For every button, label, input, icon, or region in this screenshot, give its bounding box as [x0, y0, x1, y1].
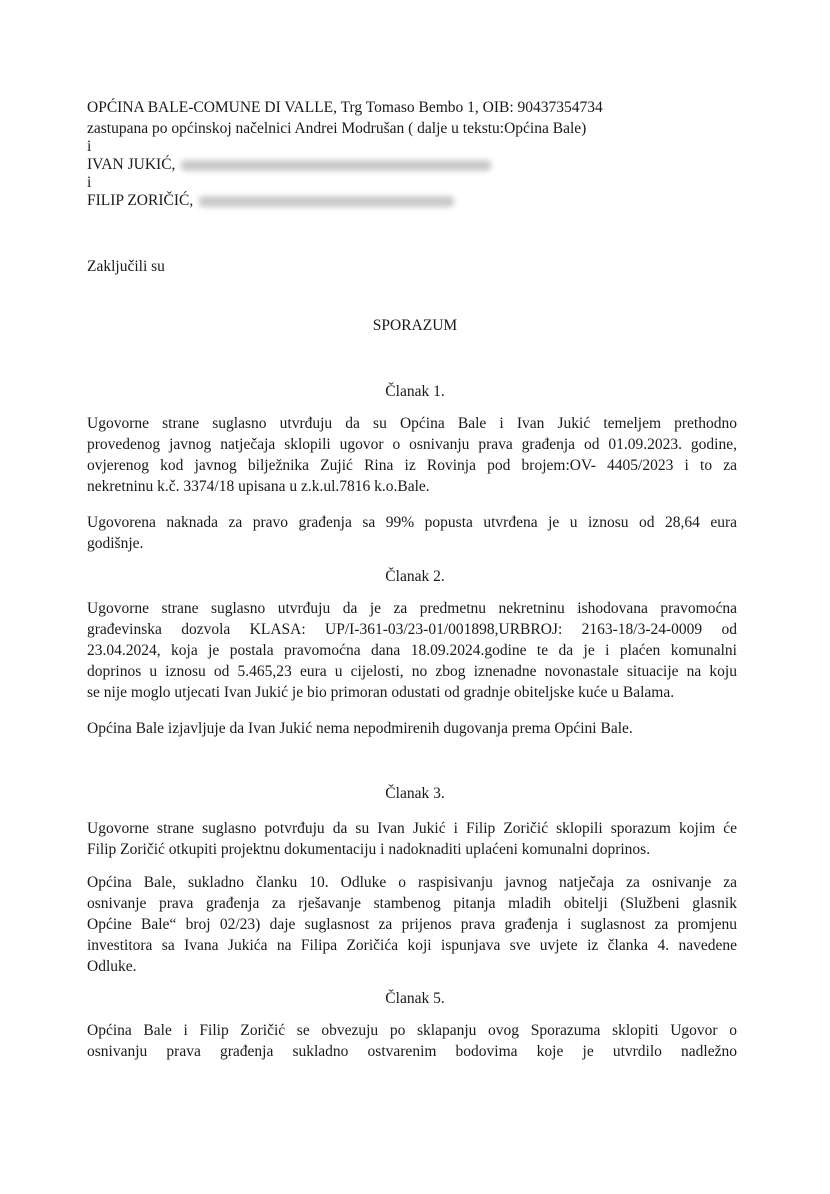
text-line: Općina Bale i Filip Zoričić se obvezuju po sklapanju ovog Sporazuma sklopiti Ugovor o	[87, 1022, 737, 1039]
article-paragraph	[87, 598, 737, 703]
article-paragraph	[87, 1020, 737, 1062]
parties-block	[87, 97, 737, 211]
party-filip-name: FILIP ZORIČIĆ,	[87, 192, 194, 209]
concluded-line: Zaključili su	[87, 258, 165, 275]
article-paragraph	[87, 818, 737, 860]
text-line: Ugovorne strane suglasno utvrđuju da su Općina Bale i Ivan Jukić temeljem prethodno	[87, 415, 737, 432]
text-line: 23.04.2024, koja je postala pravomoćna dana 18.09.2024.godine te da je i plaćen komunalni	[87, 642, 737, 659]
article-heading: Članak 3.	[385, 785, 445, 802]
document-title: SPORAZUM	[372, 317, 458, 334]
article-paragraph	[87, 512, 737, 554]
text-line: Općine Bale“ broj 02/23) daje suglasnost za prijenos prava građenja i suglasnost za promjenu	[87, 916, 737, 933]
text-line: Odluke.	[87, 958, 137, 975]
text-line: Općina Bale, sukladno članku 10. Odluke o raspisivanju javnog natječaja za osnivanje za	[87, 874, 737, 891]
text-line: godišnje.	[87, 535, 144, 552]
text-line: se nije moglo utjecati Ivan Jukić je bio primoran odustati od gradnje obiteljske kuće u Balama.	[87, 684, 675, 701]
representative-line: zastupana po općinskoj načelnici Andrei Modrušan ( dalje u tekstu:Općina Bale)	[87, 120, 587, 137]
text-line: građevinska dozvola KLASA: UP/I-361-03/23-01/001898,URBROJ: 2163-18/3-24-0009 od	[87, 621, 737, 638]
conjunction: i	[87, 174, 92, 191]
conjunction: i	[87, 138, 92, 155]
article-paragraph	[87, 718, 737, 739]
redacted-address	[181, 160, 491, 171]
party-ivan-name: IVAN JUKIĆ,	[87, 156, 176, 173]
text-line: osnivanje prava građenja za rješavanje stambenog pitanja mladih obitelji (Službeni glasnik	[87, 895, 737, 912]
text-line: Ugovorne strane suglasno utvrđuju da je za predmetnu nekretninu ishodovana pravomoćna	[87, 600, 737, 617]
municipality-line: OPĆINA BALE-COMUNE DI VALLE, Trg Tomaso Bembo 1, OIB: 90437354734	[87, 99, 603, 116]
text-line: investitora sa Ivana Jukića na Filipa Zoričića koji ispunjava sve uvjete iz članka 4. navedene	[87, 937, 737, 954]
article-paragraph	[87, 413, 737, 497]
text-line: nekretninu k.č. 3374/18 upisana u z.k.ul.7816 k.o.Bale.	[87, 478, 430, 495]
article-heading: Članak 2.	[385, 568, 445, 585]
article-heading: Članak 1.	[385, 383, 445, 400]
party-filip	[87, 190, 737, 211]
text-line: Ugovorne strane suglasno potvrđuju da su Ivan Jukić i Filip Zoričić sklopili sporazum kojim će	[87, 820, 737, 837]
party-ivan	[87, 154, 737, 175]
text-line: Ugovorena naknada za pravo građenja sa 99% popusta utvrđena je u iznosu od 28,64 eura	[87, 514, 737, 531]
text-line: Općina Bale izjavljuje da Ivan Jukić nema nepodmirenih dugovanja prema Općini Bale.	[87, 720, 633, 737]
redacted-address	[199, 196, 454, 207]
article-heading: Članak 5.	[385, 990, 445, 1007]
text-line: ovjerenog kod javnog bilježnika Zujić Rina iz Rovinja pod brojem:OV- 4405/2023 i to za	[87, 457, 737, 474]
text-line: osnivanju prava građenja sukladno ostvarenim bodovima koje je utvrdilo nadležno	[87, 1043, 737, 1060]
article-paragraph	[87, 872, 737, 977]
text-line: doprinos u iznosu od 5.465,23 eura u cijelosti, no zbog iznenadne novonastale situacije na koju	[87, 663, 737, 680]
text-line: provedenog javnog natječaja sklopili ugovor o osnivanju prava građenja od 01.09.2023. godine,	[87, 436, 737, 453]
text-line: Filip Zoričić otkupiti projektnu dokumentaciju i nadoknaditi uplaćeni komunalni doprinos.	[87, 841, 651, 858]
